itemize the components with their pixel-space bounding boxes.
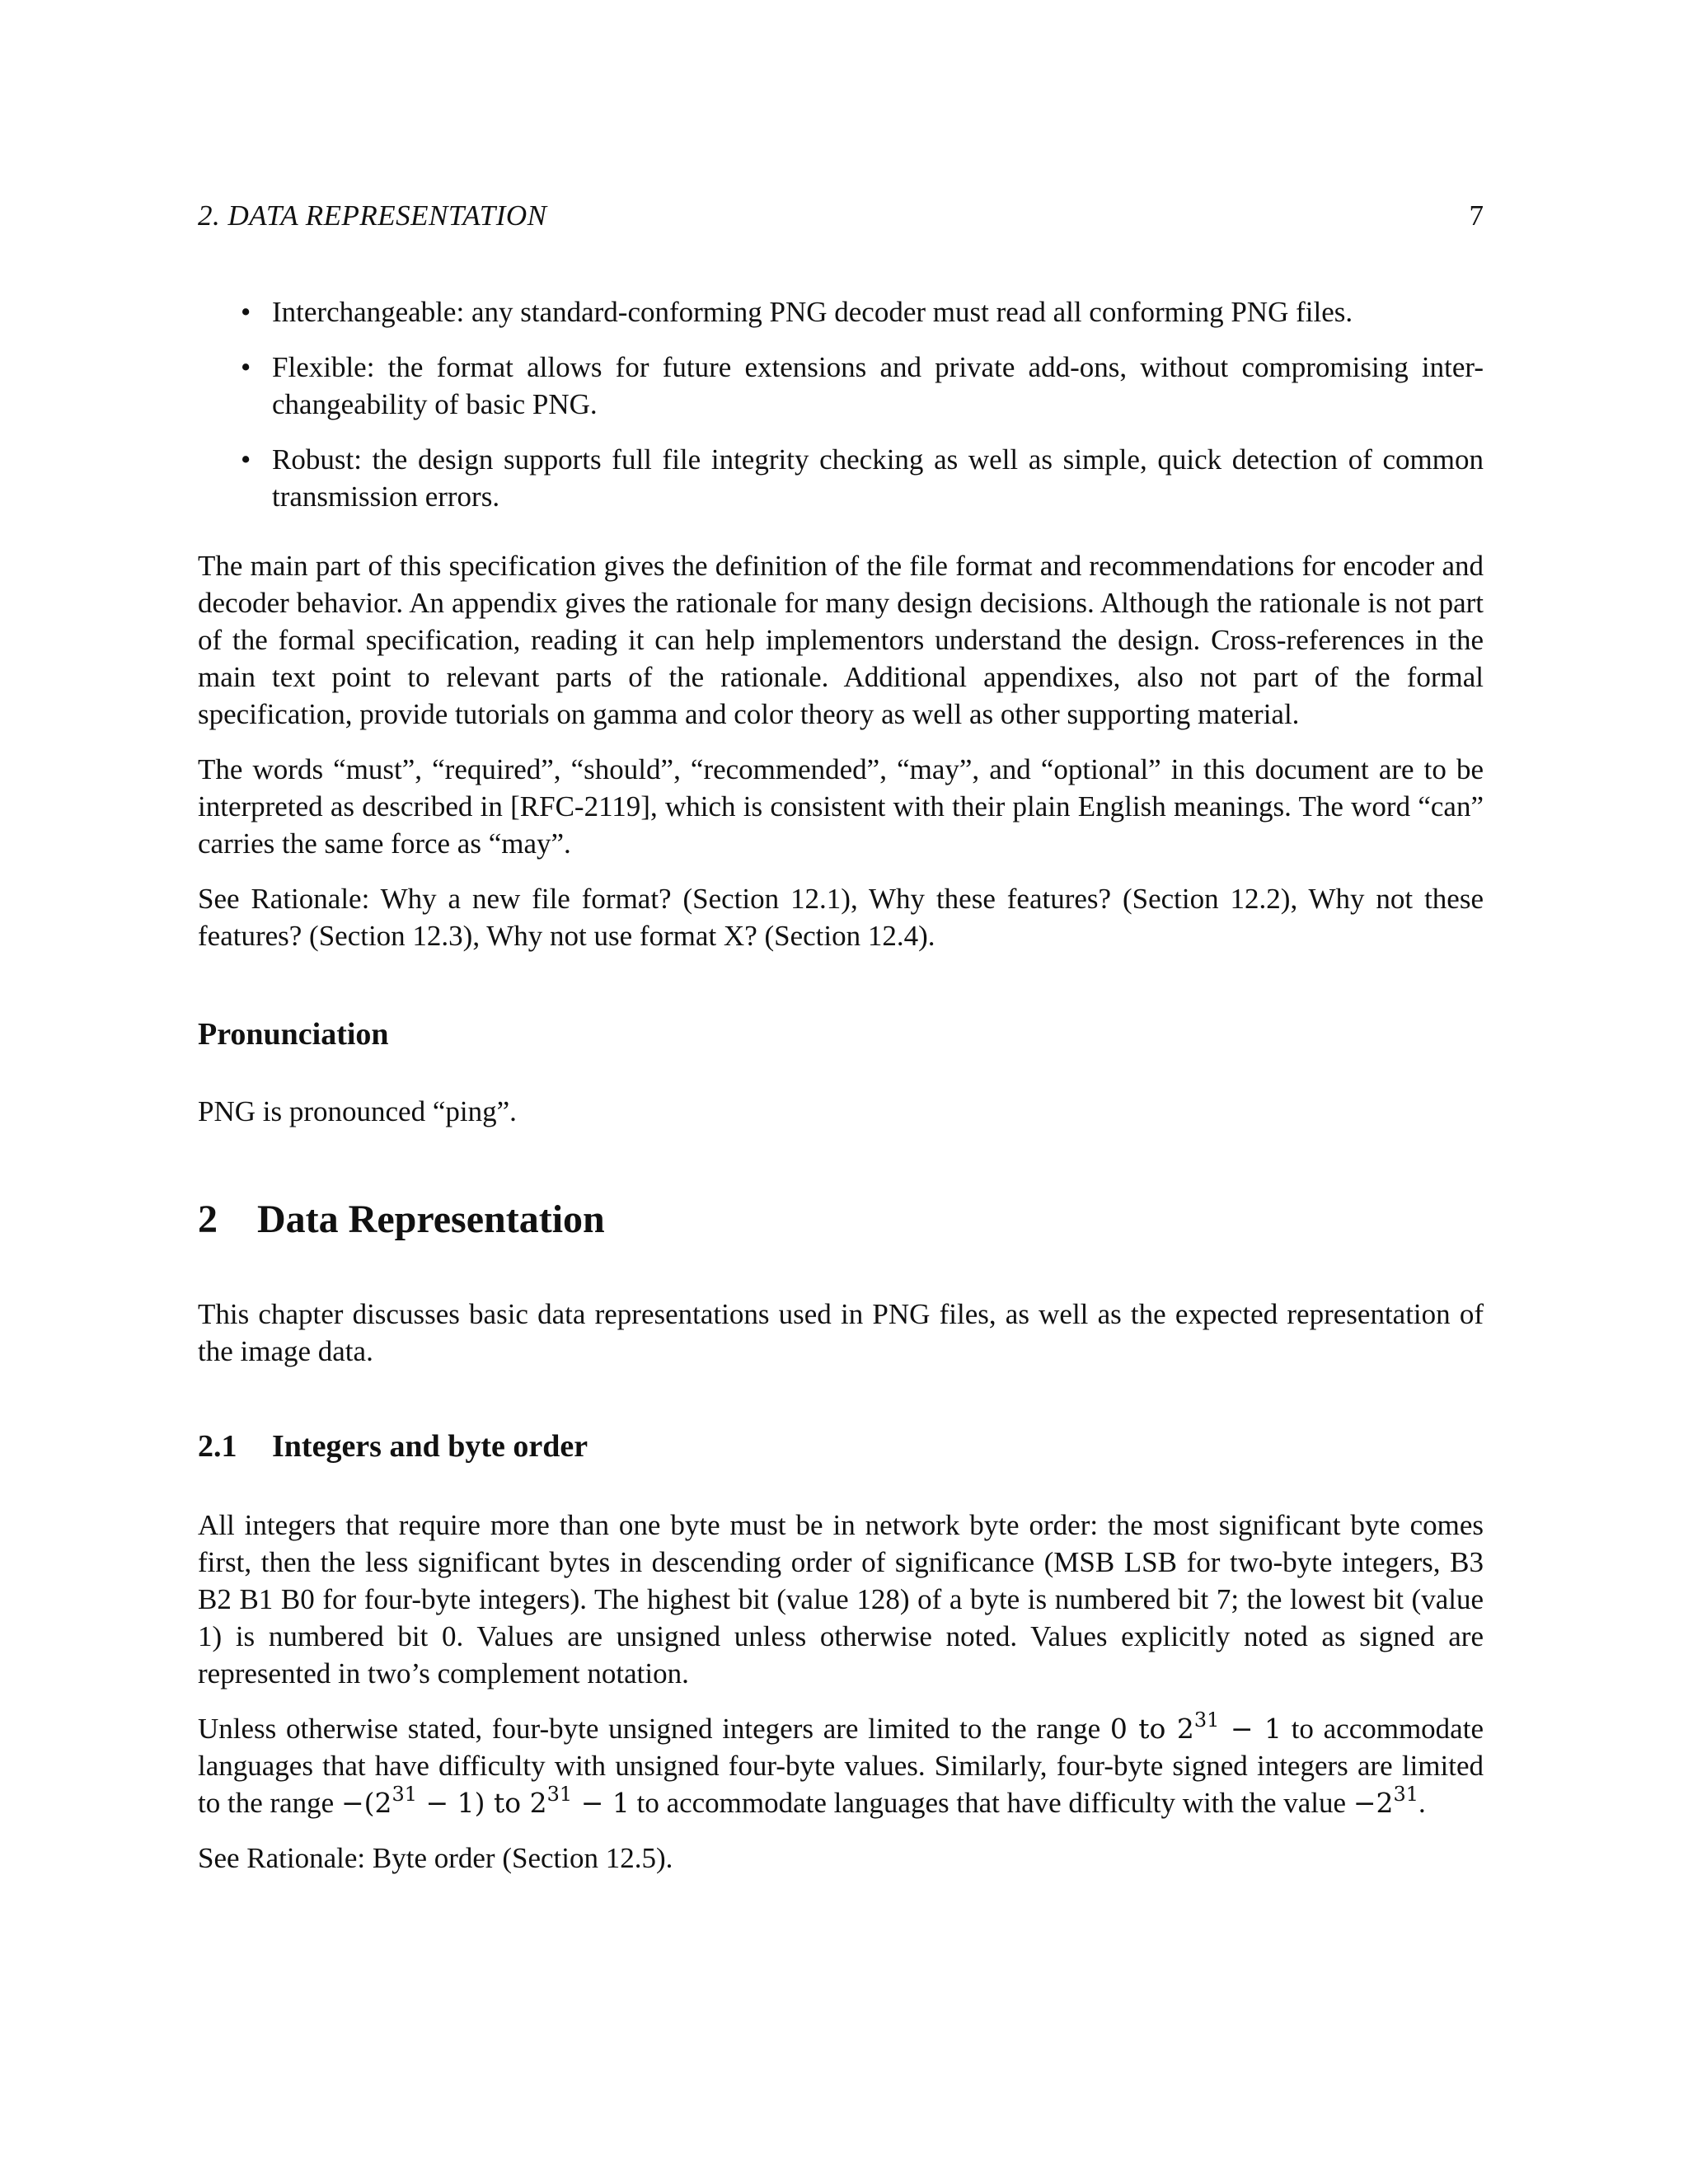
list-item: • Flexible: the format allows for future extensions and private add-ons, without compromising inter-changeability of basic PNG. [198,349,1484,423]
section-body [198,1507,1484,1877]
pronunciation-heading: Pronunciation [198,1017,389,1052]
math-min-value: $-2^{31}$ [1353,1783,1419,1819]
page-number: 7 [1469,199,1484,232]
intro-paragraph-1: The main part of this specification gives the definition of the file format and recommendations for encoder and decoder behavior. An appendix gives the rationale for many design decisions. Although the rationale is not part of the formal specification, reading it can help implementors understand the design. Cross-references in the main text point to relevant parts of the rationale. Additional appendixes, also not part of the formal specification, provide tutorials on gamma and color theory as well as other supporting material. [198,550,1484,730]
math-unsigned-range: 0 to $2^{31} - 1$ [1109,1708,1282,1745]
math-signed-range: $-(2^{31} - 1)$ to $2^{31} - 1$ [340,1783,630,1819]
running-header [198,198,1484,234]
intro-paragraph-3: See Rationale: Why a new file format? (Section 12.1), Why these features? (Section 12.2), Why not these features? (Section 12.3), Why not use format X? (Section 12.4). [198,883,1484,952]
chapter-number: 2 [198,1197,218,1241]
intro-paragraph-2: The words “must”, “required”, “should”, “recommended”, “may”, and “optional” in this document are to be interpreted as described in [RFC-2119], which is consistent with their plain English meanings. The word “can” carries the same force as “may”. [198,753,1484,860]
rationale-reference: See Rationale: Byte order (Section 12.5). [198,1842,673,1874]
list-item: • Interchangeable: any standard-conforming PNG decoder must read all conforming PNG files. [198,293,1484,330]
bullet-icon: • [241,296,251,328]
section-title: Integers and byte order [272,1429,588,1464]
chapter-title: Data Representation [257,1197,605,1241]
section-number: 2.1 [198,1429,237,1464]
integer-range-paragraph: Unless otherwise stated, four-byte unsigned integers are limited to the range 0 to $2^{31} - 1$ to accommodate languages that have difficulty with unsigned four-byte values. Similarly, four-byte signed integers are limited to the range $-(2^{31} - 1)$ to $2^{31} - 1$ to accommodate languages that have difficulty with the value $-2^{31}$. [198,1708,1484,1819]
chapter-intro: This chapter discusses basic data representations used in PNG files, as well as the expected representation of the image data. [198,1298,1484,1367]
bullet-icon: • [241,351,251,383]
running-title: 2. DATA REPRESENTATION [198,199,547,232]
list-item: • Robust: the design supports full file integrity checking as well as simple, quick detection of common transmission errors. [198,441,1484,515]
byte-order-paragraph: All integers that require more than one byte must be in network byte order: the most significant byte comes first, then the less significant bytes in descending order of significance (MSB LSB for two-byte integers, B3 B2 B1 B0 for four-byte integers). The highest bit (value 128) of a byte is numbered bit 7; the lowest bit (value 1) is numbered bit 0. Values are unsigned unless otherwise noted. Values explicitly noted as signed are represented in two’s complement notation. [198,1509,1484,1690]
section-heading [198,1427,1484,1465]
pronunciation-text: PNG is pronounced “ping”. [198,1095,517,1127]
bullet-icon: • [241,443,251,476]
design-goals-list [198,293,1484,533]
chapter-heading [198,1196,1484,1244]
intro-block [198,547,1484,954]
